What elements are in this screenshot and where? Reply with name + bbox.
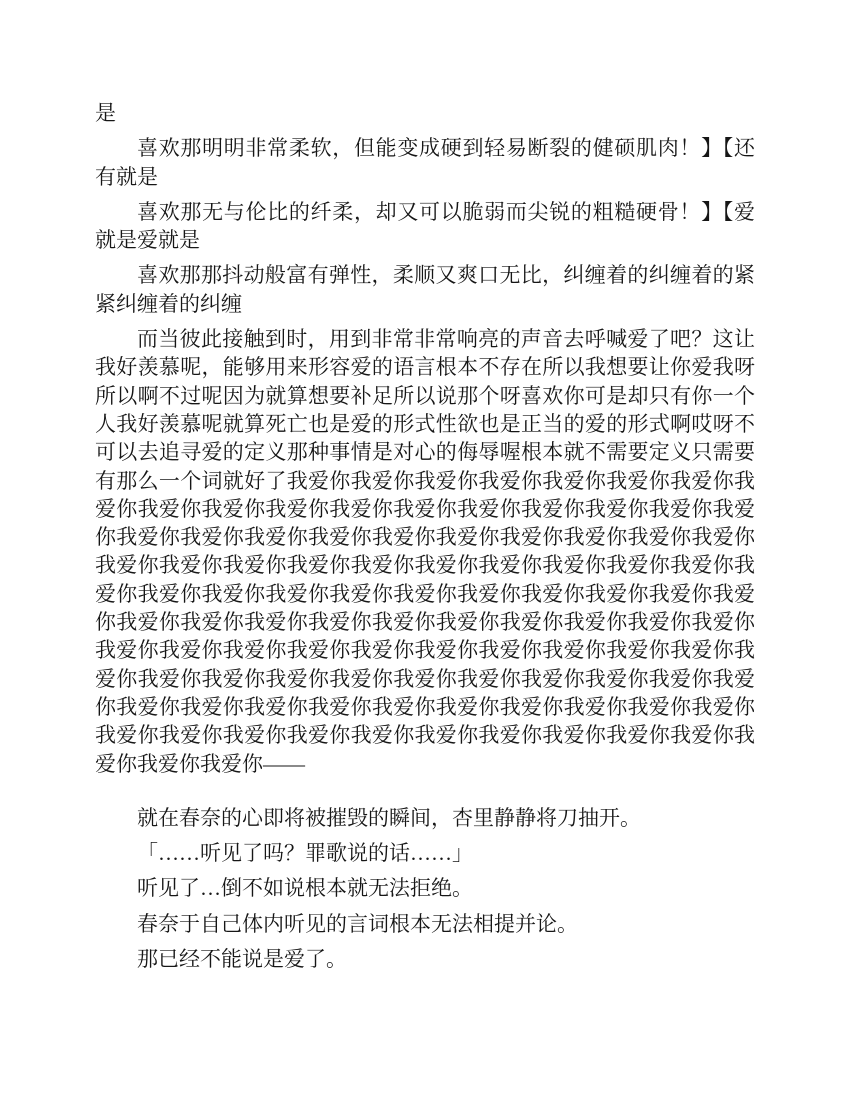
para-muscle: 喜欢那明明非常柔软，但能变成硬到轻易断裂的健硕肌肉！】【还有就是 [95, 136, 755, 189]
para-not-love: 那已经不能说是爱了。 [137, 947, 347, 972]
para-quote-tsumiuta: 「……听见了吗？罪歌说的话……」 [137, 841, 473, 866]
blank-line-spacer [95, 785, 755, 804]
para-entangle: 喜欢那那抖动般富有弹性，柔顺又爽口无比，纠缠着的纠缠着的紧紧纠缠着的纠缠 [95, 263, 755, 316]
page-text-content [95, 99, 755, 980]
para-haruna-words: 春奈于自己体内听见的言词根本无法相提并论。 [137, 911, 578, 936]
para-bone: 喜欢那无与伦比的纤柔，却又可以脆弱而尖锐的粗糙硬骨！】【爱就是爱就是 [95, 199, 755, 253]
para-heard-it: 听见了…倒不如说根本就无法拒绝。 [137, 876, 473, 901]
para-continuation: 是 [95, 101, 116, 125]
para-anri-knife: 就在春奈的心即将被摧毁的瞬间，杏里静静将刀抽开。 [137, 805, 641, 830]
para-love-repetition: 而当彼此接触到时，用到非常非常响亮的声音去呼喊爱了吧？这让我好羡慕呢，能够用来形容爱的语言根本不存在所以我想要让你爱我呀所以啊不过呢因为就算想要补足所以说那个呀喜欢你可是却只有你一个人我好羡慕呢就算死亡也是爱的形式性欲也是正当的爱的形式啊哎呀不可以去追寻爱的定义那种事情是对心的侮辱喔根本就不需要定义只需要有那么一个词就好了我爱你我爱你我爱你我爱你我爱你我爱你我爱你我爱你我爱你我爱你我爱你我爱你我爱你我爱你我爱你我爱你我爱你我爱你我爱你我爱你我爱你我爱你我爱你我爱你我爱你我爱你我爱你我爱你我爱你我爱你我爱你我爱你我爱你我爱你我爱你我爱你我爱你我爱你我爱你我爱你我爱你我爱你我爱你我爱你我爱你我爱你我爱你我爱你我爱你我爱你我爱你我爱你我爱你我爱你我爱你我爱你我爱你我爱你我爱你我爱你我爱你我爱你我爱你我爱你我爱你我爱你我爱你我爱你我爱你我爱你我爱你我爱你我爱你我爱你我爱你我爱你我爱你我爱你我爱你我爱你我爱你我爱你我爱你我爱你我爱你我爱你我爱你我爱你我爱你我爱你我爱你我爱你我爱你我爱你我爱你我爱你我爱你我爱你我爱你我爱你我爱你我爱你我爱你—— [95, 327, 755, 776]
